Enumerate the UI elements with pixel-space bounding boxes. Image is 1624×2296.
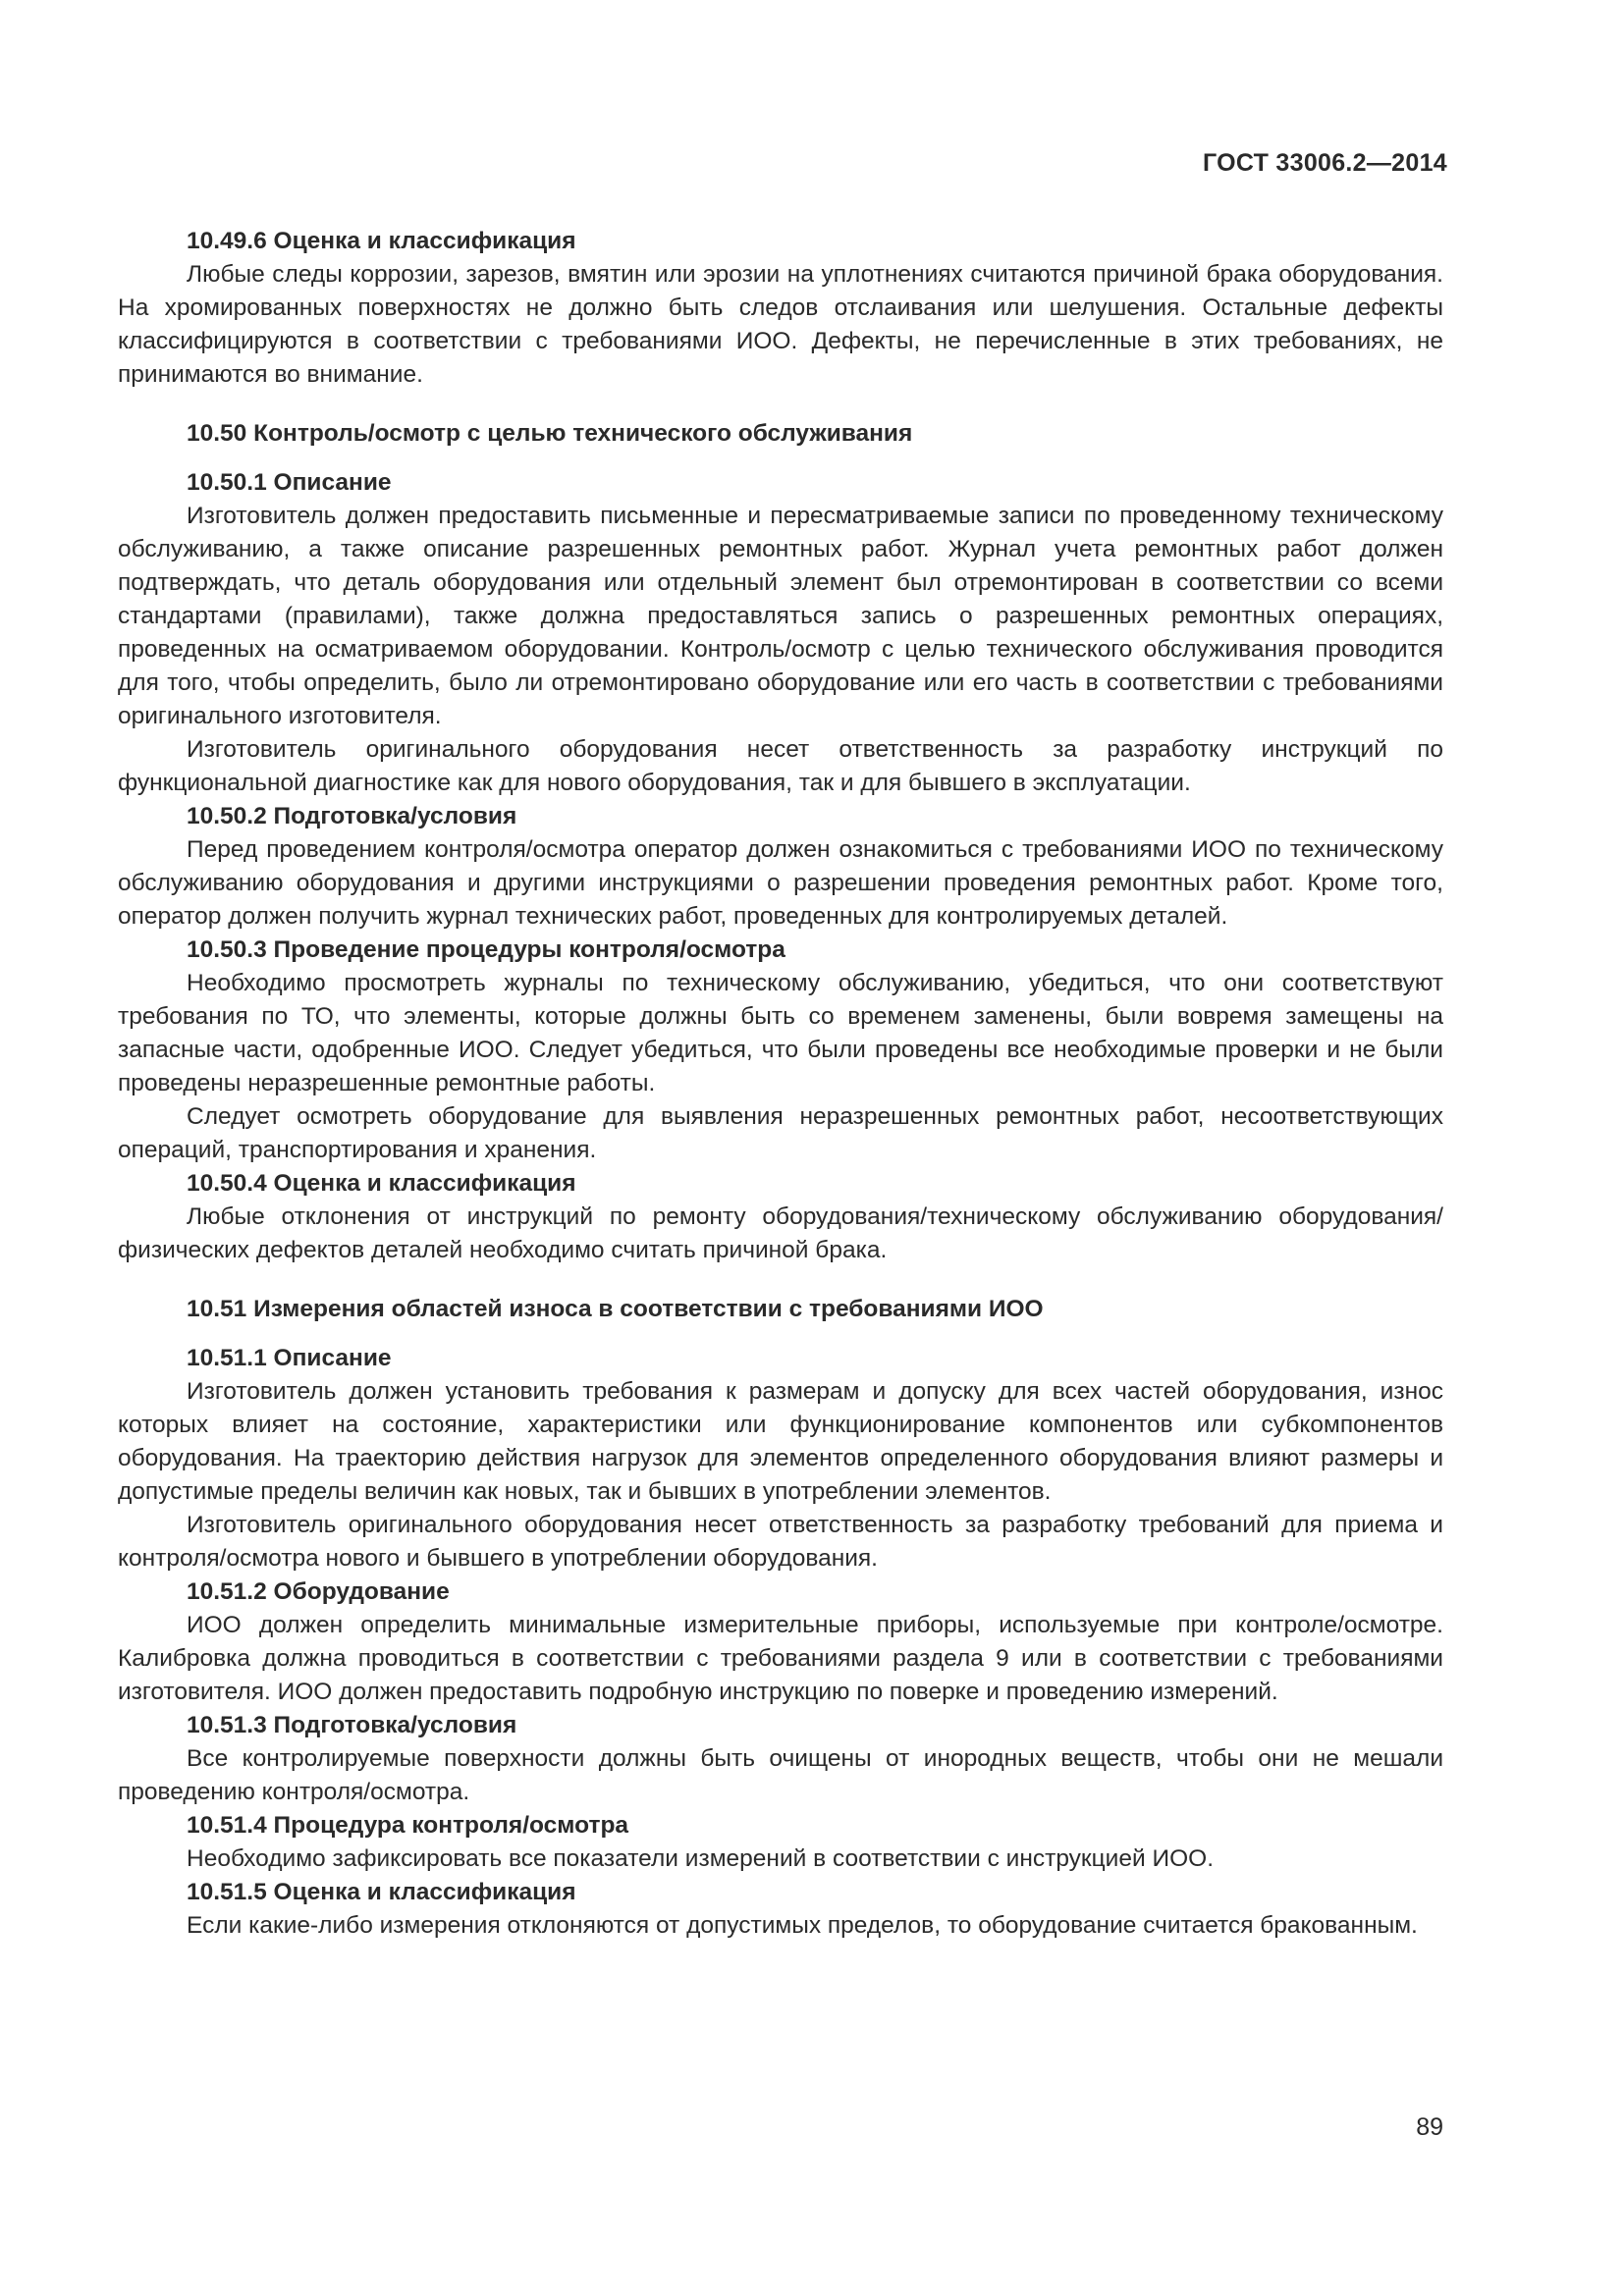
- paragraph: Следует осмотреть оборудование для выявления неразрешенных ремонтных работ, несоответствующих операций, транспортирования и хранения.: [118, 1103, 1443, 1163]
- subsection-heading: 10.50.1 Описание: [187, 469, 392, 496]
- subsection-heading: 10.50.2 Подготовка/условия: [187, 803, 517, 829]
- subsection-heading: 10.51.3 Подготовка/условия: [187, 1712, 517, 1738]
- paragraph: Все контролируемые поверхности должны быть очищены от инородных веществ, чтобы они не мешали проведению контроля/осмотра.: [118, 1745, 1443, 1805]
- subsection-heading: 10.51.2 Оборудование: [187, 1578, 450, 1605]
- paragraph: Изготовитель оригинального оборудования несет ответственность за разработку инструкций по функциональной диагностике как для нового оборудования, так и для бывшего в эксплуатации.: [118, 736, 1443, 796]
- paragraph: Любые отклонения от инструкций по ремонту оборудования/техническому обслуживанию оборудования/физических дефектов деталей необходимо считать причиной брака.: [118, 1203, 1443, 1263]
- document-body: [118, 225, 1443, 1943]
- paragraph: Если какие-либо измерения отклоняются от допустимых пределов, то оборудование считается бракованным.: [187, 1912, 1418, 1939]
- paragraph: Перед проведением контроля/осмотра оператор должен ознакомиться с требованиями ИОО по техническому обслуживанию оборудования и другими инструкциями о разрешении проведения ремонтных работ. Кроме того, оператор должен получить журнал технических работ, проведенных для контролируемых деталей.: [118, 836, 1443, 930]
- section-heading: 10.50 Контроль/осмотр с целью технического обслуживания: [187, 420, 913, 447]
- page-number: 89: [1416, 2113, 1443, 2141]
- paragraph: Изготовитель оригинального оборудования несет ответственность за разработку требований для приема и контроля/осмотра нового и бывшего в употреблении оборудования.: [118, 1512, 1443, 1572]
- subsection-heading: 10.51.5 Оценка и классификация: [187, 1879, 576, 1905]
- paragraph: Изготовитель должен предоставить письменные и пересматриваемые записи по проведенному техническому обслуживанию, а также описание разрешенных ремонтных работ. Журнал учета ремонтных работ должен подтверждать, что деталь оборудования или отдельный элемент был отремонтирован в соответствии со всеми стандартами (правилами), также должна предоставляться запись о разрешенных ремонтных операциях, проведенных на осматриваемом оборудовании. Контроль/осмотр с целью технического обслуживания проводится для того, чтобы определить, было ли отремонтировано оборудование или его часть в соответствии с требованиями оригинального изготовителя.: [118, 503, 1443, 729]
- paragraph: Необходимо зафиксировать все показатели измерений в соответствии с инструкцией ИОО.: [187, 1845, 1214, 1872]
- subsection-heading: 10.50.4 Оценка и классификация: [187, 1170, 576, 1197]
- paragraph: Необходимо просмотреть журналы по техническому обслуживанию, убедиться, что они соответствуют требования по ТО, что элементы, которые должны быть со временем заменены, были вовремя замещены на запасные части, одобренные ИОО. Следует убедиться, что были проведены все необходимые проверки и не были проведены неразрешенные ремонтные работы.: [118, 970, 1443, 1096]
- paragraph: Любые следы коррозии, зарезов, вмятин или эрозии на уплотнениях считаются причиной брака оборудования. На хромированных поверхностях не должно быть следов отслаивания или шелушения. Остальные дефекты классифицируются в соответствии с требованиями ИОО. Дефекты, не перечисленные в этих требованиях, не принимаются во внимание.: [118, 261, 1443, 388]
- subsection-heading: 10.51.4 Процедура контроля/осмотра: [187, 1812, 629, 1839]
- standard-designation: ГОСТ 33006.2—2014: [1202, 149, 1447, 177]
- section-heading: 10.51 Измерения областей износа в соответствии с требованиями ИОО: [187, 1296, 1044, 1322]
- subsection-heading: 10.49.6 Оценка и классификация: [187, 228, 576, 254]
- subsection-heading: 10.51.1 Описание: [187, 1345, 392, 1371]
- subsection-heading: 10.50.3 Проведение процедуры контроля/осмотра: [187, 936, 785, 963]
- paragraph: Изготовитель должен установить требования к размерам и допуску для всех частей оборудования, износ которых влияет на состояние, характеристики или функционирование компонентов или субкомпонентов оборудования. На траекторию действия нагрузок для элементов определенного оборудования влияют размеры и допустимые пределы величин как новых, так и бывших в употреблении элементов.: [118, 1378, 1443, 1505]
- paragraph: ИОО должен определить минимальные измерительные приборы, используемые при контроле/​осмотре. Калибровка должна проводиться в соответствии с требованиями раздела 9 или в соответствии с требованиями изготовителя. ИОО должен предоставить подробную инструкцию по поверке и проведению измерений.: [118, 1612, 1443, 1705]
